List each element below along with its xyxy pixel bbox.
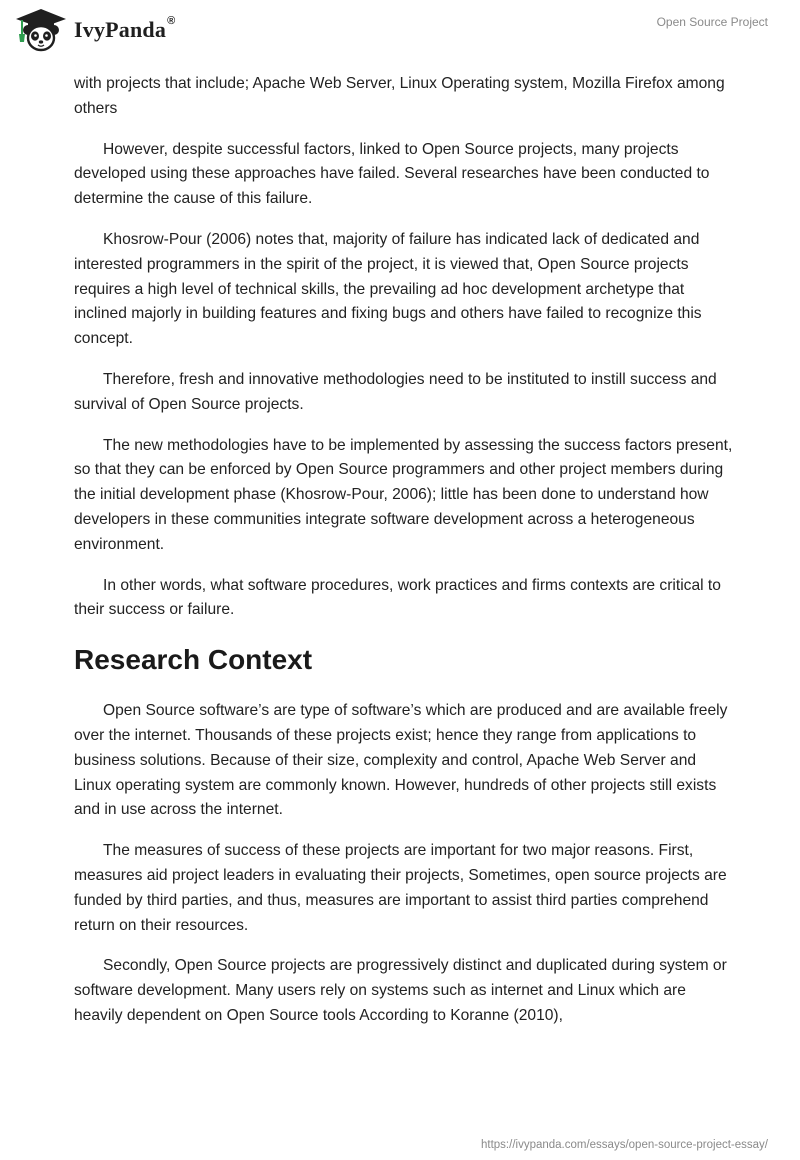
source-url[interactable]: https://ivypanda.com/essays/open-source-project-essay/ — [481, 1139, 768, 1151]
section-heading: Research Context — [74, 644, 313, 676]
document-title: Open Source Project — [656, 15, 768, 29]
paragraph: Khosrow-Pour (2006) notes that, majority of failure has indicated lack of dedicated and interested programmers in the spirit of the project, it is viewed that, Open Source projects requires a high level of technical skills, the prevailing ad hoc development archetype that inclined majorly in building features and fixing bugs and others have failed to recognize this concept. — [74, 230, 702, 348]
paragraph: The measures of success of these projects are important for two major reasons. First, measures aid project leaders in evaluating their projects, Sometimes, open source projects are funded by third parties, and thus, measures are important to assist third parties comprehend return on their resources. — [74, 842, 727, 934]
registered-mark: ® — [167, 15, 176, 27]
paragraph: Secondly, Open Source projects are progressively distinct and duplicated during system or software development. Many users rely on systems such as internet and Linux which are heavily dependent on Open Source tools According to Koranne (2010), — [74, 957, 727, 1024]
ivypanda-logo[interactable] — [14, 8, 175, 52]
page-header — [0, 0, 800, 70]
paragraph: Open Source software’s are type of software’s which are produced and are available freely over the internet. Thousands of these projects exist; hence they range from applications to business solutions. Because of their size, complexity and control, Apache Web Server and Linux operating system are commonly known. However, hundreds of other projects still exists and in use across the internet. — [74, 702, 728, 819]
essay-content — [74, 72, 734, 1045]
panda-graduation-cap-icon — [14, 8, 68, 52]
paragraph: However, despite successful factors, linked to Open Source projects, many projects developed using these approaches have failed. Several researches have been conducted to determine the cause of this failure. — [74, 140, 710, 208]
paragraph: Therefore, fresh and innovative methodologies need to be instituted to instill success and survival of Open Source projects. — [74, 370, 717, 413]
paragraph: with projects that include; Apache Web Server, Linux Operating system, Mozilla Firefox among others — [74, 75, 725, 117]
brand-name: IvyPanda® — [74, 15, 176, 42]
paragraph: The new methodologies have to be implemented by assessing the success factors present, so that they can be enforced by Open Source programmers and other project members during the initial development phase (Khosrow-Pour, 2006); little has been done to understand how developers in these communities integrate software development across a heterogeneous environment. — [74, 436, 733, 553]
paragraph: In other words, what software procedures, work practices and firms contexts are critical to their success or failure. — [74, 576, 721, 619]
